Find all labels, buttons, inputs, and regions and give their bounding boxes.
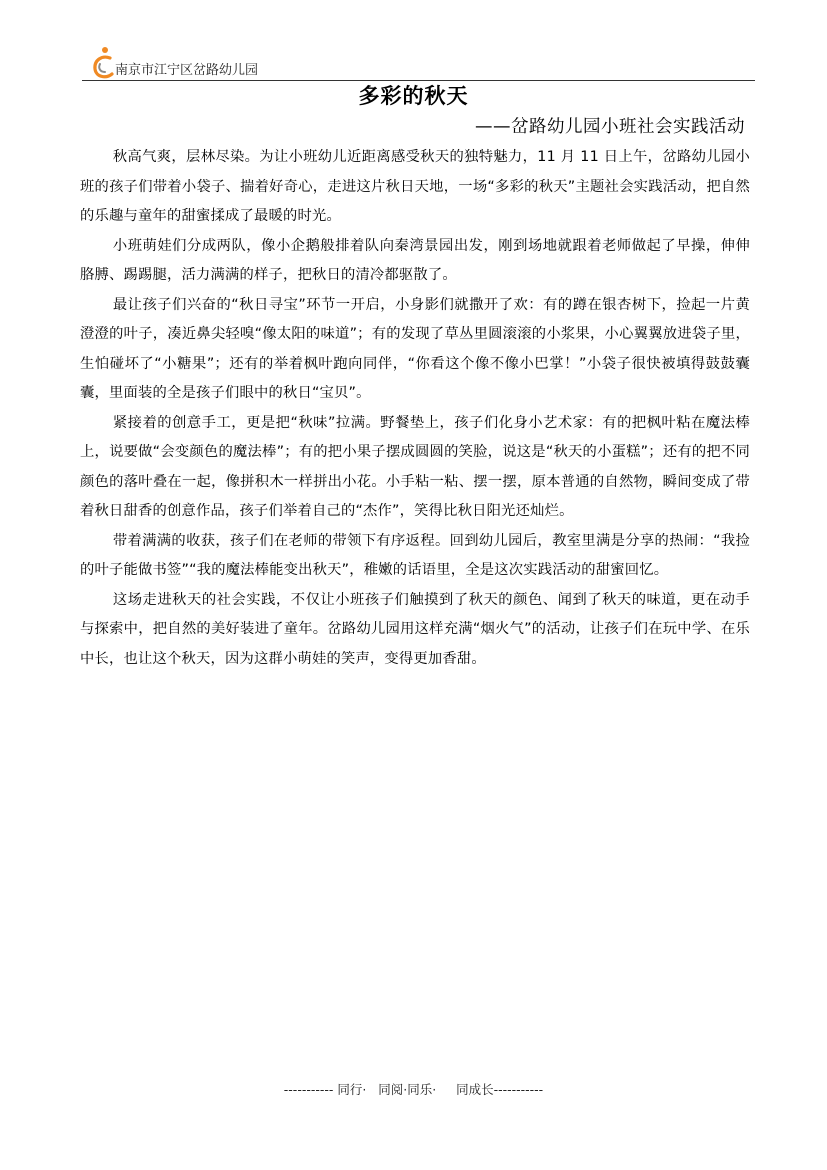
article-body [80,143,750,674]
paragraph: 这场走进秋天的社会实践，不仅让小班孩子们触摸到了秋天的颜色、闻到了秋天的味道，更在动手与探索中，把自然的美好装进了童年。岔路幼儿园用这样充满“烟火气”的活动，让孩子们在玩中学、在乐中长，也让这个秋天，因为这群小萌娃的笑声，变得更加香甜。 [80,591,750,667]
page-footer: ----------- 同行· 同阅·同乐· 同成长----------- [283,1082,544,1097]
paragraph: 小班萌娃们分成两队，像小企鹅般排着队向秦湾景园出发，刚到场地就跟着老师做起了早操，伸伸胳膊、踢踢腿，活力满满的样子，把秋日的清冷都驱散了。 [80,237,750,283]
paragraph: 秋高气爽，层林尽染。为让小班幼儿近距离感受秋天的独特魅力，11 月 11 日上午，岔路幼儿园小班的孩子们带着小袋子、揣着好奇心，走进这片秋日天地，一场“多彩的秋天”主题社会实践活动，把自然的乐趣与童年的甜蜜揉成了最暖的时光。 [80,149,750,224]
article-title: 多彩的秋天 [358,83,469,108]
paragraph: 最让孩子们兴奋的“秋日寻宝”环节一开启，小身影们就撒开了欢：有的蹲在银杏树下，捡起一片黄澄澄的叶子，凑近鼻尖轻嗅“像太阳的味道”；有的发现了草丛里圆滚滚的小浆果，小心翼翼放进袋子里，生怕碰坏了“小糖果”；还有的举着枫叶跑向同伴，“你看这个像不像小巴掌！”小袋子很快被填得鼓鼓囊囊，里面装的全是孩子们眼中的秋日“宝贝”。 [80,296,750,401]
page-header [82,42,755,81]
school-logo-icon [88,44,118,80]
paragraph: 紧接着的创意手工，更是把“秋味”拉满。野餐垫上，孩子们化身小艺术家：有的把枫叶粘在魔法棒上，说要做“会变颜色的魔法棒”；有的把小果子摆成圆圆的笑脸，说这是“秋天的小蛋糕”；还有的把不同颜色的落叶叠在一起，像拼积木一样拼出小花。小手粘一粘、摆一摆，原本普通的自然物，瞬间变成了带着秋日甜香的创意作品，孩子们举着自己的“杰作”，笑得比秋日阳光还灿烂。 [80,414,750,519]
article-subtitle: ——岔路幼儿园小班社会实践活动 [475,117,745,137]
school-name: 南京市江宁区岔路幼儿园 [115,63,259,78]
paragraph: 带着满满的收获，孩子们在老师的带领下有序返程。回到幼儿园后，教室里满是分享的热闹：“我捡的叶子能做书签”“我的魔法棒能变出秋天”，稚嫩的话语里，全是这次实践活动的甜蜜回忆。 [80,532,750,578]
